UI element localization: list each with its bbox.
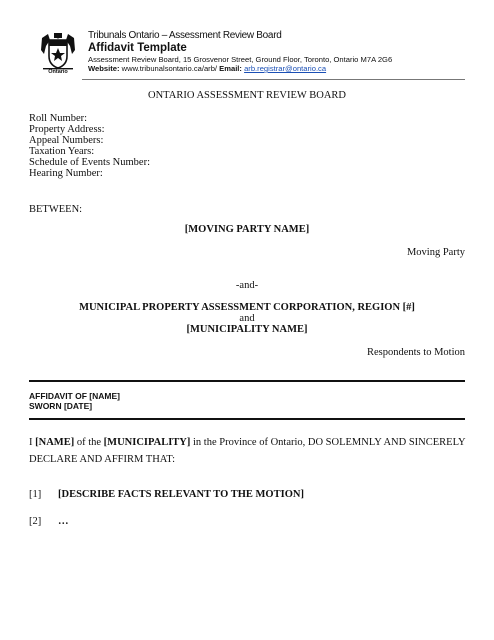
email-link[interactable]: arb.registrar@ontario.ca (244, 64, 327, 73)
field-taxation-years: Taxation Years: (29, 146, 95, 157)
declaration-of-the: of the (74, 437, 104, 448)
respondent-and: and (239, 313, 255, 324)
ontario-logo (40, 32, 76, 78)
divider-top (29, 380, 465, 382)
email-label: Email (219, 64, 240, 73)
declarant-name: [NAME] (35, 437, 75, 448)
declarant-municipality: [MUNICIPALITY] (103, 437, 191, 448)
field-appeal-numbers: Appeal Numbers: (29, 135, 104, 146)
field-schedule-of-events: Schedule of Events Number: (29, 157, 151, 168)
header-divider (82, 79, 465, 80)
field-roll-number: Roll Number: (29, 113, 88, 124)
divider-bottom (29, 418, 465, 420)
website-label: Website: (88, 64, 120, 73)
moving-party-label: Moving Party (406, 247, 465, 258)
paragraph-number: [1] (29, 489, 42, 500)
moving-party-name: [MOVING PARTY NAME] (184, 224, 310, 235)
board-title: ONTARIO ASSESSMENT REVIEW BOARD (148, 90, 346, 101)
header-contact: Website: www.tribunalsontario.ca/arb/ Email: arb.registrar@ontario.ca (88, 64, 327, 73)
respondents-label: Respondents to Motion (366, 347, 465, 358)
ontario-logo-text: Ontario (48, 69, 68, 75)
declaration-rest: in the Province of Ontario, DO SOLEMNLY AND SINCERELY DECLARE AND AFFIRM THAT: (29, 437, 466, 465)
declaration-prefix: I (29, 437, 36, 448)
declaration-paragraph (29, 434, 469, 468)
sworn-date: SWORN [DATE] (29, 401, 93, 411)
document-name: Affidavit Template (88, 42, 187, 54)
respondent-name: MUNICIPAL PROPERTY ASSESSMENT CORPORATION, REGION [#] (79, 302, 415, 313)
website-url[interactable]: www.tribunalsontario.ca/arb/ (121, 64, 218, 73)
paragraph-number: [2] (29, 516, 42, 527)
affidavit-of: AFFIDAVIT OF [NAME] (29, 391, 120, 401)
between-label: BETWEEN: (29, 204, 83, 215)
municipality-name: [MUNICIPALITY NAME] (186, 324, 308, 335)
and-separator: -and- (235, 280, 259, 291)
paragraph-text: … (58, 516, 69, 527)
header-address: Assessment Review Board, 15 Grosvenor Street, Ground Floor, Toronto, Ontario M7A 2G6 (88, 55, 393, 64)
header-title: Tribunals Ontario – Assessment Review Board (88, 30, 282, 41)
paragraph-text: [DESCRIBE FACTS RELEVANT TO THE MOTION] (58, 489, 304, 500)
field-hearing-number: Hearing Number: (29, 168, 103, 179)
field-property-address: Property Address: (29, 124, 105, 135)
